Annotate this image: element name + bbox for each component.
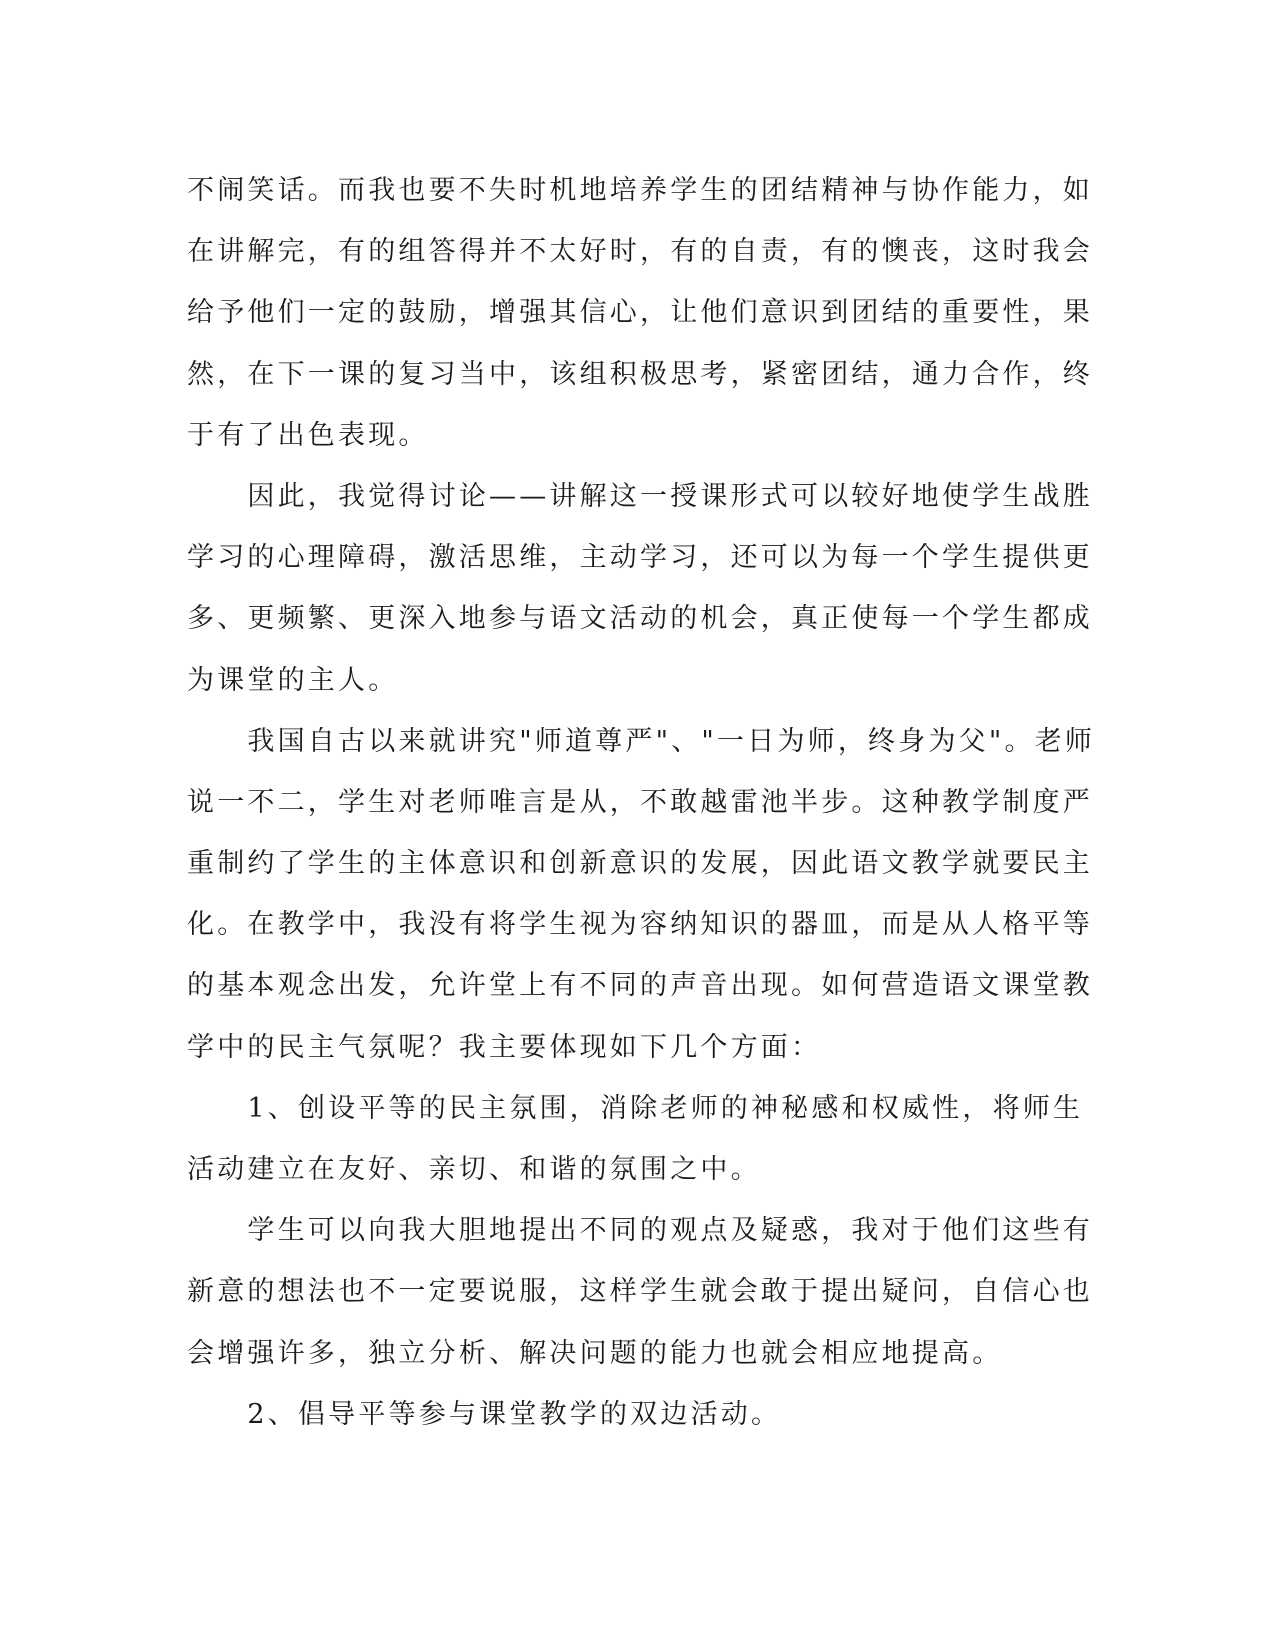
text-line: 因此，我觉得讨论——讲解这一授课形式可以较好地使学生战胜 xyxy=(187,480,1093,512)
text-line: 为课堂的主人。 xyxy=(187,664,399,696)
text-line: 2、倡导平等参与课堂教学的双边活动。 xyxy=(187,1398,782,1430)
text-line: 学习的心理障碍，激活思维，主动学习，还可以为每一个学生提供更 xyxy=(187,542,1093,574)
text-line: 新意的想法也不一定要说服，这样学生就会敢于提出疑问，自信心也 xyxy=(187,1276,1093,1308)
text-line: 1、创设平等的民主氛围，消除老师的神秘感和权威性，将师生 xyxy=(187,1092,1084,1124)
body-text xyxy=(187,160,1096,1445)
text-line: 活动建立在友好、亲切、和谐的氛围之中。 xyxy=(187,1154,761,1185)
text-line: 于有了出色表现。 xyxy=(187,419,429,451)
text-line: 的基本观念出发，允许堂上有不同的声音出现。如何营造语文课堂教 xyxy=(187,970,1093,1002)
text-line: 会增强许多，独立分析、解决问题的能力也就会相应地提高。 xyxy=(187,1337,1003,1369)
text-line: 在讲解完，有的组答得并不太好时，有的自责，有的懊丧，这时我会 xyxy=(187,236,1093,268)
text-line: 多、更频繁、更深入地参与语文活动的机会，真正使每一个学生都成 xyxy=(187,603,1093,635)
text-line: 学生可以向我大胆地提出不同的观点及疑惑，我对于他们这些有 xyxy=(187,1215,1093,1247)
text-line: 然，在下一课的复习当中，该组积极思考，紧密团结，通力合作，终 xyxy=(187,358,1093,390)
text-line: 说一不二，学生对老师唯言是从，不敢越雷池半步。这种教学制度严 xyxy=(187,786,1093,818)
text-line: 我国自古以来就讲究"师道尊严"、"一日为师，终身为父"。老师 xyxy=(187,725,1096,757)
text-line: 给予他们一定的鼓励，增强其信心，让他们意识到团结的重要性，果 xyxy=(187,297,1093,329)
text-line: 化。在教学中，我没有将学生视为容纳知识的器皿，而是从人格平等 xyxy=(187,909,1093,941)
text-line: 不闹笑话。而我也要不失时机地培养学生的团结精神与协作能力，如 xyxy=(187,175,1093,206)
text-line: 重制约了学生的主体意识和创新意识的发展，因此语文教学就要民主 xyxy=(187,848,1093,880)
text-line: 学中的民主气氛呢？我主要体现如下几个方面： xyxy=(187,1031,822,1063)
